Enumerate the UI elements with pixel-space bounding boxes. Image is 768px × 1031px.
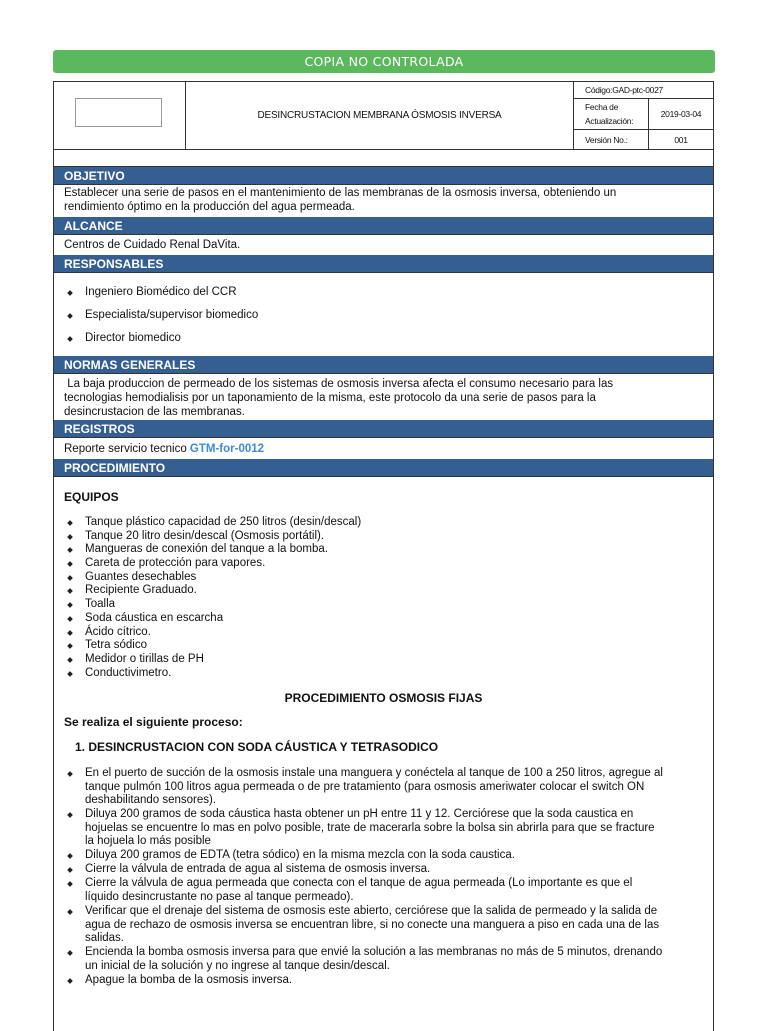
- equipos-list: [54, 516, 694, 680]
- list-item: [54, 974, 704, 988]
- section-heading-registros: REGISTROS: [54, 420, 713, 438]
- proceso-title: Se realiza el siguiente proceso:: [64, 715, 243, 729]
- update-date-row: [574, 99, 713, 130]
- step-line: salidas.: [85, 932, 124, 945]
- update-date-value: 2019-03-04: [660, 109, 702, 119]
- list-item: Medidor o tirillas de PH: [54, 653, 694, 667]
- document-meta: [574, 82, 713, 149]
- step-line: Diluya 200 gramos de EDTA (tetra sódico) en la misma mezcla con la soda caustica.: [85, 849, 515, 862]
- document-title: DESINCRUSTACION MEMBRANA ÓSMOSIS INVERSA: [186, 82, 574, 149]
- list-item: Director biomedico: [54, 332, 694, 346]
- step-line: Apague la bomba de la osmosis inversa.: [85, 973, 293, 986]
- list-item: Toalla: [54, 598, 694, 612]
- version-row: [574, 130, 713, 149]
- section-heading-objetivo: OBJETIVO: [54, 167, 713, 185]
- objetivo-text-line-1: Establecer una serie de pasos en el mantenimiento de las membranas de la osmosis inversa, obteniendo un: [64, 187, 617, 199]
- list-item: [54, 877, 704, 905]
- list-item: Soda cáustica en escarcha: [54, 612, 694, 626]
- step-line: Cierre la válvula de agua permeada que conecta con el tanque de agua permeada (Lo importante es que el: [85, 877, 633, 890]
- section-heading-normas-generales: NORMAS GENERALES: [54, 356, 713, 374]
- steps-list: [54, 767, 704, 988]
- alcance-text: Centros de Cuidado Renal DaVita.: [64, 239, 241, 251]
- registros-label: Reporte servicio tecnico: [64, 443, 190, 455]
- responsables-list: [54, 286, 694, 346]
- list-item: [54, 808, 704, 849]
- list-item: [54, 946, 704, 974]
- update-date-label: Fecha de Actualización:: [574, 99, 649, 129]
- step-line: Diluya 200 gramos de soda cáustica hasta obtener un pH entre 11 y 12. Cerciórese que la soda caustica en: [85, 808, 634, 821]
- logo-cell: [54, 82, 186, 149]
- document-header: [54, 82, 713, 150]
- step-line: Encienda la bomba osmosis inversa para que envié la solución a las membranas no más de 5 minutos, drenando: [85, 946, 663, 959]
- objetivo-text-line-2: rendimiento óptimo en la producción del agua permeada.: [64, 201, 355, 213]
- step-line: Verificar que el drenaje del sistema de osmosis este abierto, cerciórese que la salida de permeado y la salida de: [85, 904, 658, 917]
- osmosis-fijas-title: PROCEDIMIENTO OSMOSIS FIJAS: [284, 691, 483, 705]
- normas-text-line-1: La baja produccion de permeado de los sistemas de osmosis inversa afecta el consumo necesario para las: [64, 378, 614, 390]
- list-item: Careta de protección para vapores.: [54, 557, 694, 571]
- spacer-row: [54, 150, 713, 167]
- list-item: Tanque plástico capacidad de 250 litros (desin/descal): [54, 516, 694, 530]
- list-item: Mangueras de conexión del tanque a la bomba.: [54, 543, 694, 557]
- step-line: líquido desincrustante no pase al tanque permeado).: [85, 890, 354, 903]
- list-item: Recipiente Graduado.: [54, 584, 694, 598]
- step-1-title: 1. DESINCRUSTACION CON SODA CÁUSTICA Y TETRASODICO: [75, 740, 439, 754]
- section-heading-alcance: ALCANCE: [54, 217, 713, 235]
- logo-placeholder: [75, 98, 162, 127]
- list-item: [54, 849, 704, 863]
- version-label: Versión No.:: [574, 130, 649, 149]
- document-code: Código:GAD-ptc-0027: [574, 82, 713, 99]
- normas-text-line-2: tecnologias hemodialisis por un taponamiento de la misma, este protocolo da una serie de pasos para la: [64, 392, 596, 404]
- version-value: 001: [674, 134, 688, 145]
- step-line: un inicial de la solución y no ingrese al tanque desin/descal.: [85, 959, 390, 972]
- document-frame: [53, 81, 714, 1031]
- list-item: Especialista/supervisor biomedico: [54, 309, 694, 332]
- step-line: Cierre la válvula de entrada de agua al sistema de osmosis inversa.: [85, 863, 431, 876]
- step-line: agua de rechazo de osmosis inversa se encuentran libre, si no conecte una manguera a piso en cada una de las: [85, 918, 660, 931]
- step-line: deshabilitando sensores).: [85, 794, 217, 807]
- normas-text-line-3: desincrustacion de las membranas.: [64, 406, 245, 418]
- list-item: [54, 905, 704, 946]
- registros-text: [64, 443, 264, 456]
- list-item: Ingeniero Biomédico del CCR: [54, 286, 694, 309]
- list-item: Conductivimetro.: [54, 667, 694, 681]
- uncontrolled-copy-banner: COPIA NO CONTROLADA: [53, 50, 715, 73]
- list-item: Tetra sódico: [54, 639, 694, 653]
- equipos-title: EQUIPOS: [64, 490, 119, 504]
- section-heading-procedimiento: PROCEDIMIENTO: [54, 459, 713, 477]
- list-item: Guantes desechables: [54, 571, 694, 585]
- list-item: Ácido cítrico.: [54, 626, 694, 640]
- step-line: hojuelas se encuentre lo mas en polvo posible, trate de macerarla sobre la bolsa sin abrirla para que se fracture: [85, 821, 655, 834]
- step-line: En el puerto de succión de la osmosis instale una manguera y conéctela al tanque de 100 a 250 litros, agregue al: [85, 767, 663, 779]
- step-line: la hojuela lo más posible: [85, 835, 211, 848]
- step-line: tanque pulmón 100 litros agua permeada o de pre tratamiento (para osmosis ameriwater colocar el switch ON: [85, 780, 645, 793]
- list-item: [54, 767, 704, 808]
- registro-form-link[interactable]: GTM-for-0012: [189, 443, 265, 455]
- list-item: [54, 863, 704, 877]
- section-heading-responsables: RESPONSABLES: [54, 255, 713, 273]
- list-item: Tanque 20 litro desin/descal (Osmosis portátil).: [54, 530, 694, 544]
